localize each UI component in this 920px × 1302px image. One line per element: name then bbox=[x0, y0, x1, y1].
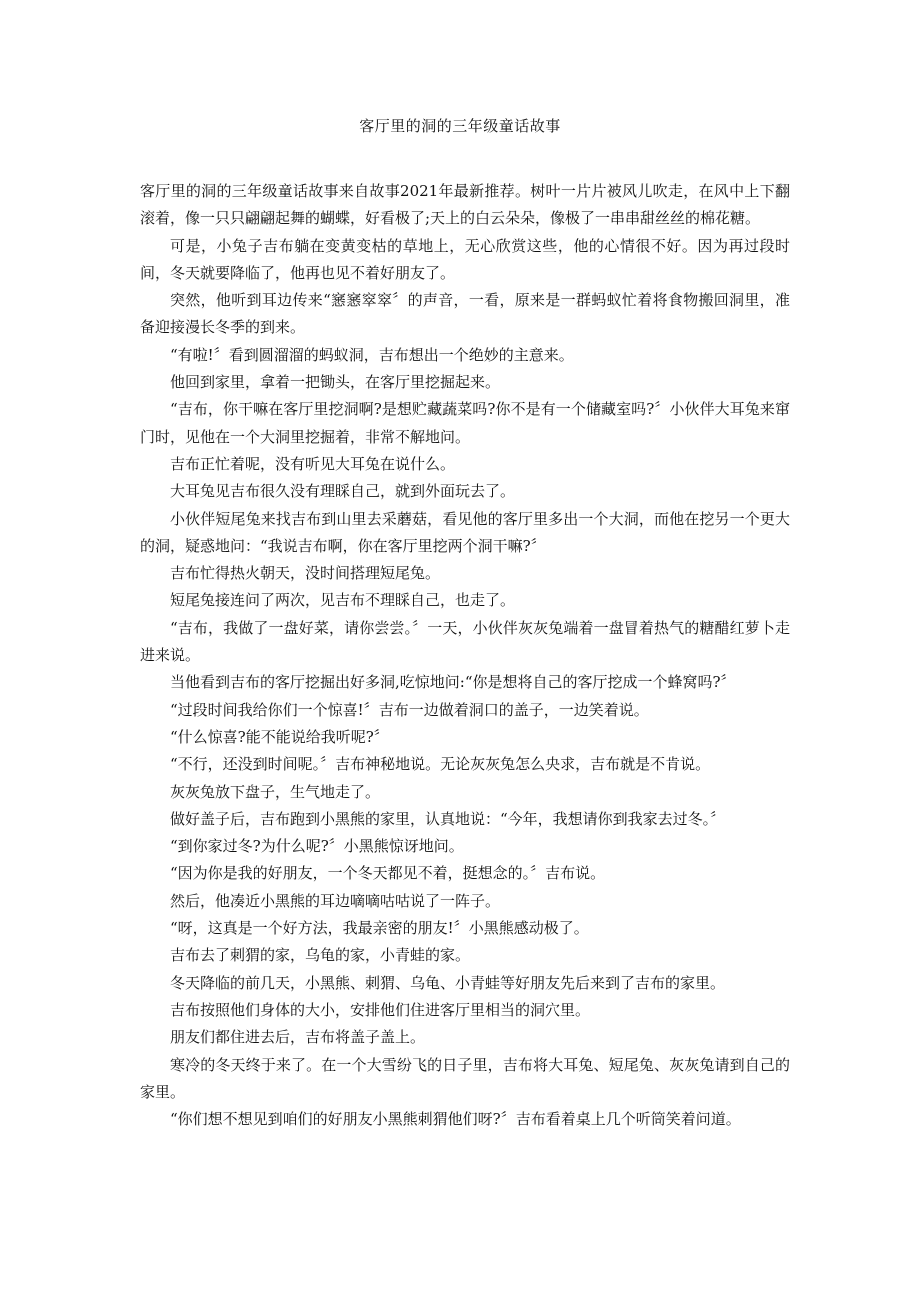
paragraph: “吉布，你干嘛在客厅里挖洞啊?是想贮藏蔬菜吗?你不是有一个储藏室吗?〞小伙伴大耳兔来窜门时，见他在一个大洞里挖掘着，非常不解地问。 bbox=[140, 400, 790, 446]
paragraph: 大耳兔见吉布很久没有理睬自己，就到外面玩去了。 bbox=[170, 482, 516, 501]
paragraph: 客厅里的洞的三年级童话故事来自故事2021年最新推荐。树叶一片片被风儿吹走，在风中上下翻滚着，像一只只翩翩起舞的蝴蝶，好看极了;天上的白云朵朵，像极了一串串甜丝丝的棉花糖。 bbox=[140, 182, 790, 228]
document-body bbox=[140, 178, 790, 1133]
paragraph: “什么惊喜?能不能说给我听呢?〞 bbox=[170, 727, 389, 746]
document-title: 客厅里的洞的三年级童话故事 bbox=[359, 117, 561, 135]
paragraph: 吉布去了刺猬的家，乌龟的家，小青蛙的家。 bbox=[170, 946, 471, 965]
paragraph: “有啦!〞看到圆溜溜的蚂蚁洞，吉布想出一个绝妙的主意来。 bbox=[170, 345, 574, 364]
paragraph: 朋友们都住进去后，吉布将盖子盖上。 bbox=[170, 1028, 426, 1047]
paragraph: 小伙伴短尾兔来找吉布到山里去采蘑菇，看见他的客厅里多出一个大洞，而他在挖另一个更大的洞，疑惑地问：“我说吉布啊，你在客厅里挖两个洞干嘛?〞 bbox=[140, 509, 790, 555]
paragraph: “吉布，我做了一盘好菜，请你尝尝。〞一天，小伙伴灰灰兔端着一盘冒着热气的糖醋红萝卜走进来说。 bbox=[140, 618, 790, 665]
paragraph: 灰灰兔放下盘子，生气地走了。 bbox=[170, 782, 381, 801]
paragraph: 当他看到吉布的客厅挖掘出好多洞,吃惊地问:“你是想将自己的客厅挖成一个蜂窝吗?〞 bbox=[170, 673, 736, 692]
paragraph: “到你家过冬?为什么呢?〞小黑熊惊讶地问。 bbox=[170, 837, 464, 856]
paragraph: 短尾兔接连问了两次，见吉布不理睬自己，也走了。 bbox=[170, 591, 516, 610]
paragraph: “不行，还没到时间呢。〞吉布神秘地说。无论灰灰兔怎么央求，吉布就是不肯说。 bbox=[170, 755, 711, 774]
paragraph: “因为你是我的好朋友，一个冬天都见不着，挺想念的。〞吉布说。 bbox=[170, 864, 606, 883]
paragraph: 做好盖子后，吉布跑到小黑熊的家里，认真地说：“今年，我想请你到我家去过冬。〞 bbox=[170, 809, 726, 828]
paragraph: 冬天降临的前几天，小黑熊、刺猬、乌龟、小青蛙等好朋友先后来到了吉布的家里。 bbox=[170, 973, 726, 992]
paragraph: “你们想不想见到咱们的好朋友小黑熊刺猬他们呀?〞吉布看着桌上几个听筒笑着问道。 bbox=[170, 1110, 741, 1129]
paragraph: 吉布忙得热火朝天，没时间搭理短尾兔。 bbox=[170, 564, 441, 583]
paragraph: “过段时间我给你们一个惊喜!〞吉布一边做着洞口的盖子，一边笑着说。 bbox=[170, 700, 649, 719]
paragraph: 吉布按照他们身体的大小，安排他们住进客厅里相当的洞穴里。 bbox=[170, 1000, 591, 1019]
paragraph: 可是，小兔子吉布躺在变黄变枯的草地上，无心欣赏这些，他的心情很不好。因为再过段时间，冬天就要降临了，他再也见不着好朋友了。 bbox=[140, 236, 790, 282]
paragraph: “呀，这真是一个好方法，我最亲密的朋友!〞小黑熊感动极了。 bbox=[170, 919, 589, 938]
paragraph: 然后，他凑近小黑熊的耳边嘀嘀咕咕说了一阵子。 bbox=[170, 891, 501, 910]
paragraph: 他回到家里，拿着一把锄头，在客厅里挖掘起来。 bbox=[170, 373, 501, 392]
paragraph: 寒冷的冬天终于来了。在一个大雪纷飞的日子里，吉布将大耳兔、短尾兔、灰灰兔请到自己的家里。 bbox=[140, 1055, 790, 1101]
paragraph: 吉布正忙着呢，没有听见大耳兔在说什么。 bbox=[170, 454, 456, 473]
paragraph: 突然，他听到耳边传来“窸窸窣窣〞的声音，一看，原来是一群蚂蚁忙着将食物搬回洞里，准备迎接漫长冬季的到来。 bbox=[140, 291, 790, 337]
